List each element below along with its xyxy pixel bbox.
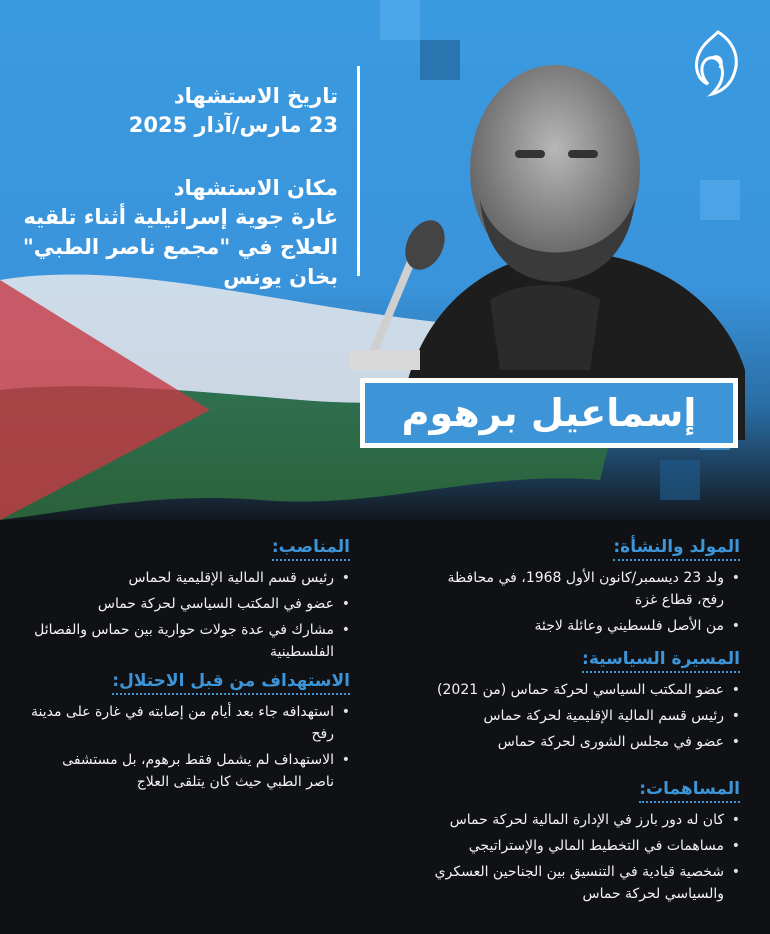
vertical-divider [357, 66, 360, 276]
list-item: • شخصية قيادية في التنسيق بين الجناحين العسكري والسياسي لحركة حماس [420, 861, 740, 905]
name-banner [360, 378, 738, 448]
pixel-decor [380, 0, 420, 40]
section-title: المناصب: [272, 536, 350, 561]
list-item: • عضو في مجلس الشورى لحركة حماس [420, 731, 740, 753]
list-item: • من الأصل فلسطيني وعائلة لاجئة [420, 615, 740, 637]
death-place-value: غارة جوية إسرائيلية أثناء تلقيه العلاج في "مجمع ناصر الطبي" بخان يونس [22, 205, 338, 289]
section-political [420, 648, 740, 757]
section-title: المساهمات: [639, 778, 740, 803]
death-date-value: 23 مارس/آذار 2025 [128, 113, 338, 137]
section-positions [30, 536, 350, 667]
pixel-decor [660, 460, 700, 500]
list-item: • رئيس قسم المالية الإقليمية لحماس [30, 567, 350, 589]
death-date-block [8, 82, 338, 140]
aljazeera-logo [690, 28, 746, 98]
list-item: • ولد 23 ديسمبر/كانون الأول 1968، في محافظة رفح، قطاع غزة [420, 567, 740, 611]
section-title: المولد والنشأة: [613, 536, 740, 561]
death-date-title: تاريخ الاستشهاد [173, 84, 338, 108]
list-item: • مشارك في عدة جولات حوارية بين حماس والفصائل الفلسطينية [30, 619, 350, 663]
list-item: • كان له دور بارز في الإدارة المالية لحركة حماس [420, 809, 740, 831]
section-title: الاستهداف من قبل الاحتلال: [112, 670, 350, 695]
section-birth [420, 536, 740, 641]
death-place-title: مكان الاستشهاد [173, 176, 338, 200]
section-targeting [30, 670, 350, 797]
list-item: • عضو في المكتب السياسي لحركة حماس [30, 593, 350, 615]
list-item: • استهدافه جاء بعد أيام من إصابته في غارة على مدينة رفح [30, 701, 350, 745]
list-item: • الاستهداف لم يشمل فقط برهوم، بل مستشفى ناصر الطبي حيث كان يتلقى العلاج [30, 749, 350, 793]
section-contributions [420, 778, 740, 909]
list-item: • مساهمات في التخطيط المالي والإستراتيجي [420, 835, 740, 857]
list-item: • عضو المكتب السياسي لحركة حماس (من 2021) [420, 679, 740, 701]
person-name: إسماعيل برهوم [365, 383, 733, 443]
death-place-block [8, 174, 338, 292]
list-item: • رئيس قسم المالية الإقليمية لحركة حماس [420, 705, 740, 727]
section-title: المسيرة السياسية: [582, 648, 740, 673]
